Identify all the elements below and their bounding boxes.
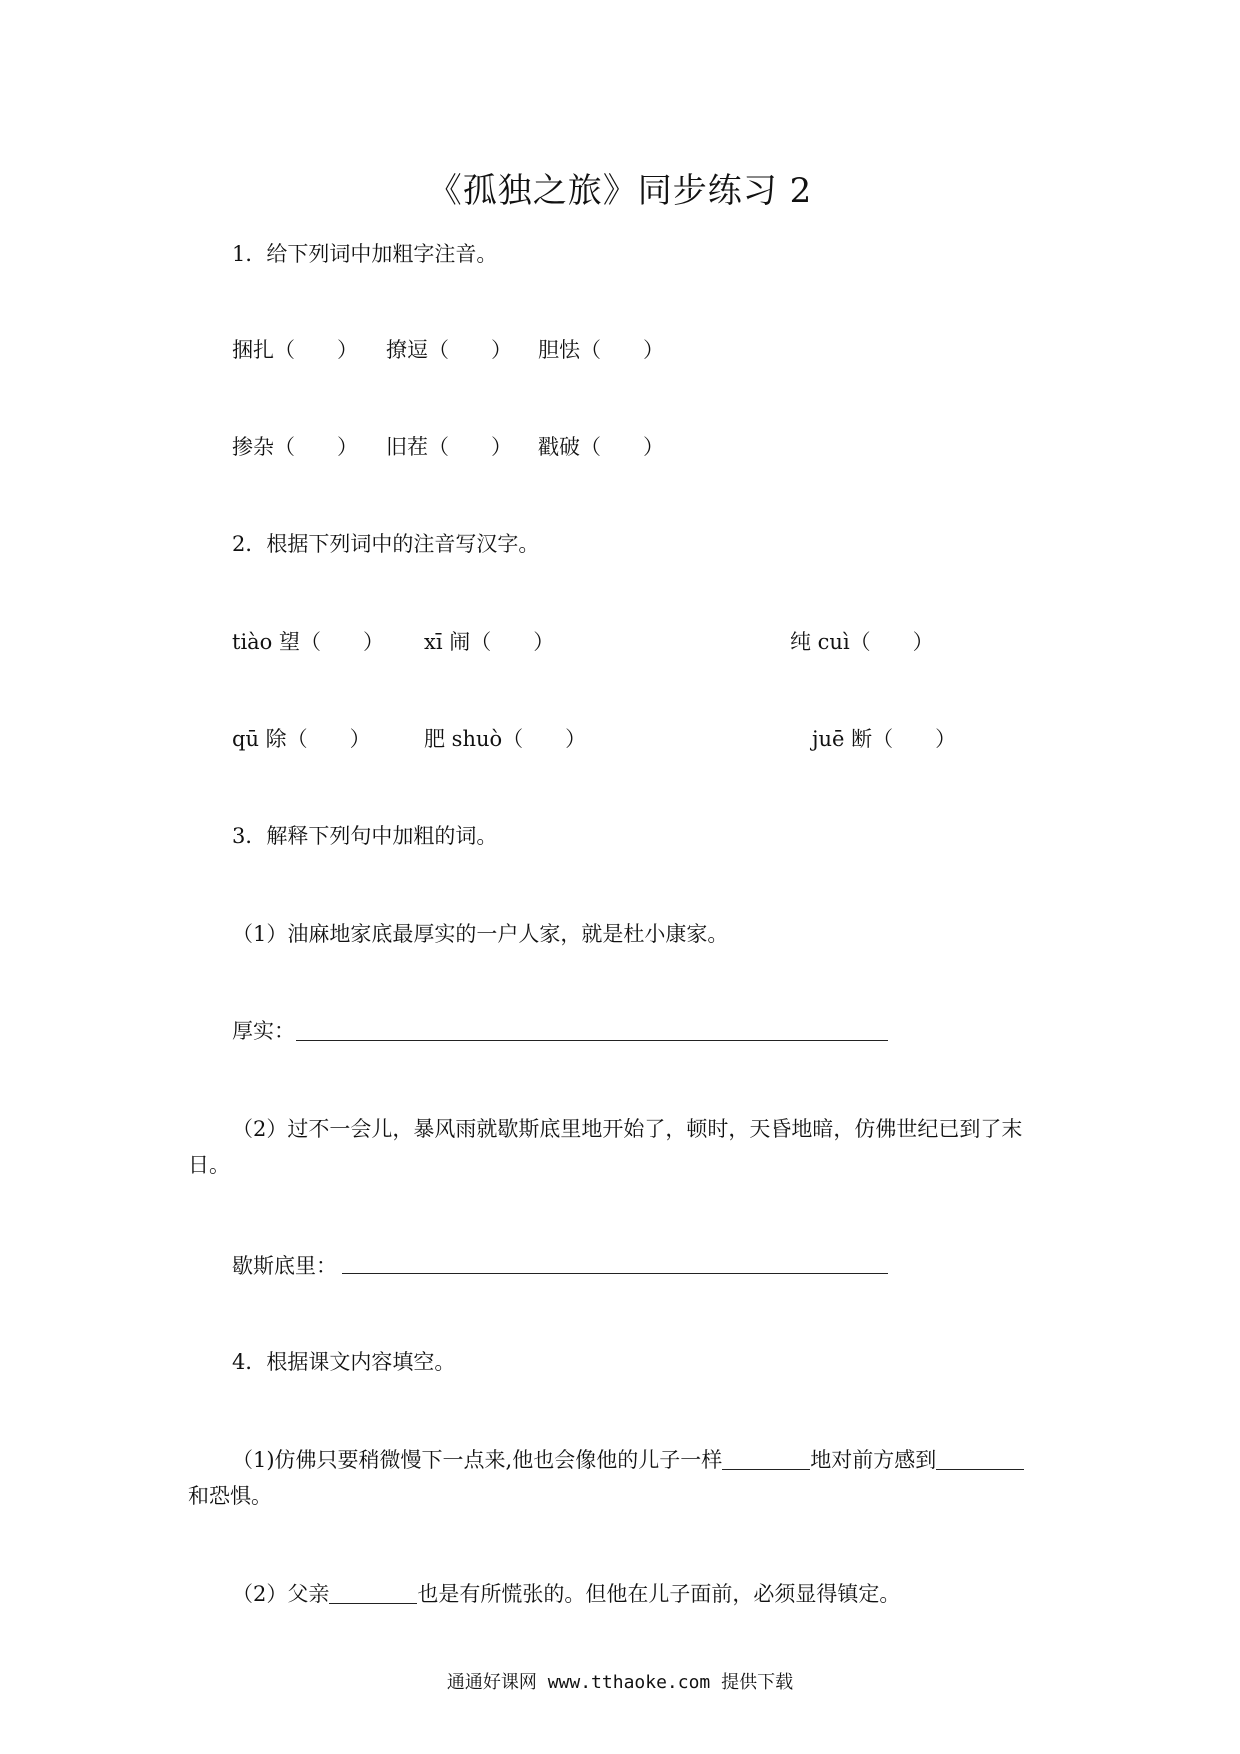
- q3-answer-label-2: 歇斯底里：: [232, 1254, 337, 1278]
- q2-item: tiào 望（ ）: [232, 630, 384, 654]
- q1-item: 胆怯（ ）: [538, 338, 664, 362]
- fill-blank[interactable]: [722, 1449, 810, 1470]
- q1-item: 捆扎（ ）: [232, 338, 358, 362]
- q1-item: 撩逗（ ）: [386, 338, 512, 362]
- answer-blank-line[interactable]: [342, 1273, 888, 1274]
- question-1-heading: 1．给下列词中加粗字注音。: [232, 242, 498, 266]
- question-2-heading: 2．根据下列词中的注音写汉字。: [232, 532, 540, 556]
- question-4-heading: 4．根据课文内容填空。: [232, 1350, 456, 1374]
- q2-item: juē 断（ ）: [812, 727, 957, 751]
- q2-item: qū 除（ ）: [232, 727, 371, 751]
- fill-blank[interactable]: [936, 1449, 1024, 1470]
- q4-sentence-1-line-2: 和恐惧。: [188, 1484, 272, 1508]
- page-title: 《孤独之旅》同步练习 2: [427, 171, 813, 211]
- q3-sentence-1: （1）油麻地家底最厚实的一户人家，就是杜小康家。: [232, 922, 729, 946]
- q4-s1-text-b: 地对前方感到: [810, 1448, 937, 1472]
- question-3-heading: 3．解释下列句中加粗的词。: [232, 824, 498, 848]
- q4-sentence-2: [232, 1578, 900, 1608]
- q4-sentence-1-line-1: [232, 1444, 1024, 1474]
- q1-item: 掺杂（ ）: [232, 435, 358, 459]
- footer-source: 通通好课网 www.tthaoke.com 提供下载: [446, 1672, 794, 1693]
- q3-sentence-2-line-1: （2）过不一会儿，暴风雨就歇斯底里地开始了，顿时，天昏地暗，仿佛世纪已到了末: [232, 1117, 1023, 1141]
- q4-s1-text-a: （1)仿佛只要稍微慢下一点来,他也会像他的儿子一样: [232, 1448, 723, 1472]
- q1-item: 戳破（ ）: [538, 435, 664, 459]
- q1-item: 旧茬（ ）: [386, 435, 512, 459]
- q3-sentence-2-line-2: 日。: [188, 1153, 230, 1177]
- q2-item: xī 闹（ ）: [424, 630, 555, 654]
- q4-s2-text-a: （2）父亲: [232, 1582, 330, 1606]
- fill-blank[interactable]: [329, 1583, 417, 1604]
- q2-item: 肥 shuò（ ）: [424, 727, 587, 751]
- answer-blank-line[interactable]: [296, 1040, 888, 1041]
- q2-item: 纯 cuì（ ）: [790, 630, 934, 654]
- q3-answer-label-1: 厚实：: [232, 1019, 295, 1043]
- q4-s2-text-b: 也是有所慌张的。但他在儿子面前，必须显得镇定。: [417, 1582, 901, 1606]
